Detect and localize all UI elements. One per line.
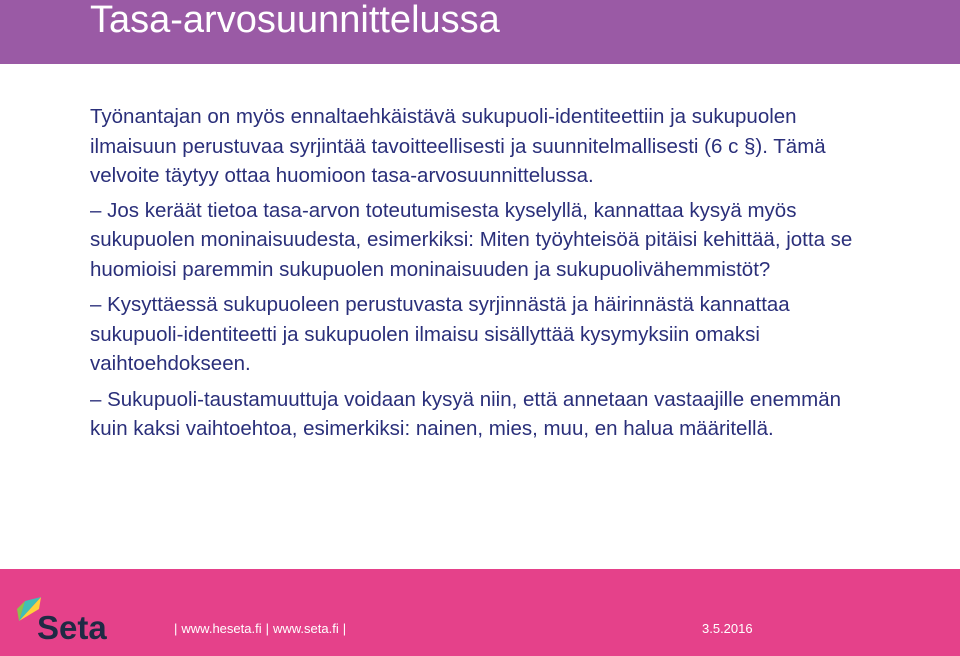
slide-body	[90, 102, 870, 450]
logo-text: Seta	[37, 609, 107, 645]
seta-logo	[15, 595, 115, 645]
bullet-item: – Sukupuoli-taustamuuttuja voidaan kysyä niin, että annetaan vastaajille enemmän kuin kaksi vaihtoehtoa, esimerkiksi: nainen, mies, muu, en halua määritellä.	[90, 387, 841, 440]
intro-paragraph: Työnantajan on myös ennaltaehkäistävä sukupuoli-identiteettiin ja sukupuolen ilmaisuun perustuvaa syrjintää tavoitteellisesti ja suunnitelmallisesti (6 c §). Tämä velvoite täytyy ottaa huomioon tasa-arvosuunnittelussa.	[90, 105, 826, 187]
link-seta[interactable]: www.seta.fi	[272, 621, 339, 636]
slide-header	[0, 0, 960, 64]
separator: |	[174, 621, 178, 636]
link-heseta[interactable]: www.heseta.fi	[181, 621, 262, 636]
separator: |	[265, 621, 269, 636]
footer-date: 3.5.2016	[702, 621, 753, 636]
bullet-item: – Kysyttäessä sukupuoleen perustuvasta syrjinnästä ja häirinnästä kannattaa sukupuoli-identiteetti ja sukupuolen ilmaisu sisällyttää kysymyksiin omaksi vaihtoehdokseen.	[90, 293, 790, 375]
bullet-item: – Jos keräät tietoa tasa-arvon toteutumisesta kyselyllä, kannattaa kysyä myös sukupuolen moninaisuudesta, esimerkiksi: Miten työyhteisöä pitäisi kehittää, jotta se huomioisi paremmin sukupuolen moninaisuuden ja sukupuolivähemmistöt?	[90, 198, 853, 281]
slide-footer	[0, 569, 960, 656]
footer-links	[170, 621, 350, 636]
separator: |	[342, 621, 347, 636]
slide-title: Tasa-arvosuunnittelussa	[90, 0, 500, 41]
